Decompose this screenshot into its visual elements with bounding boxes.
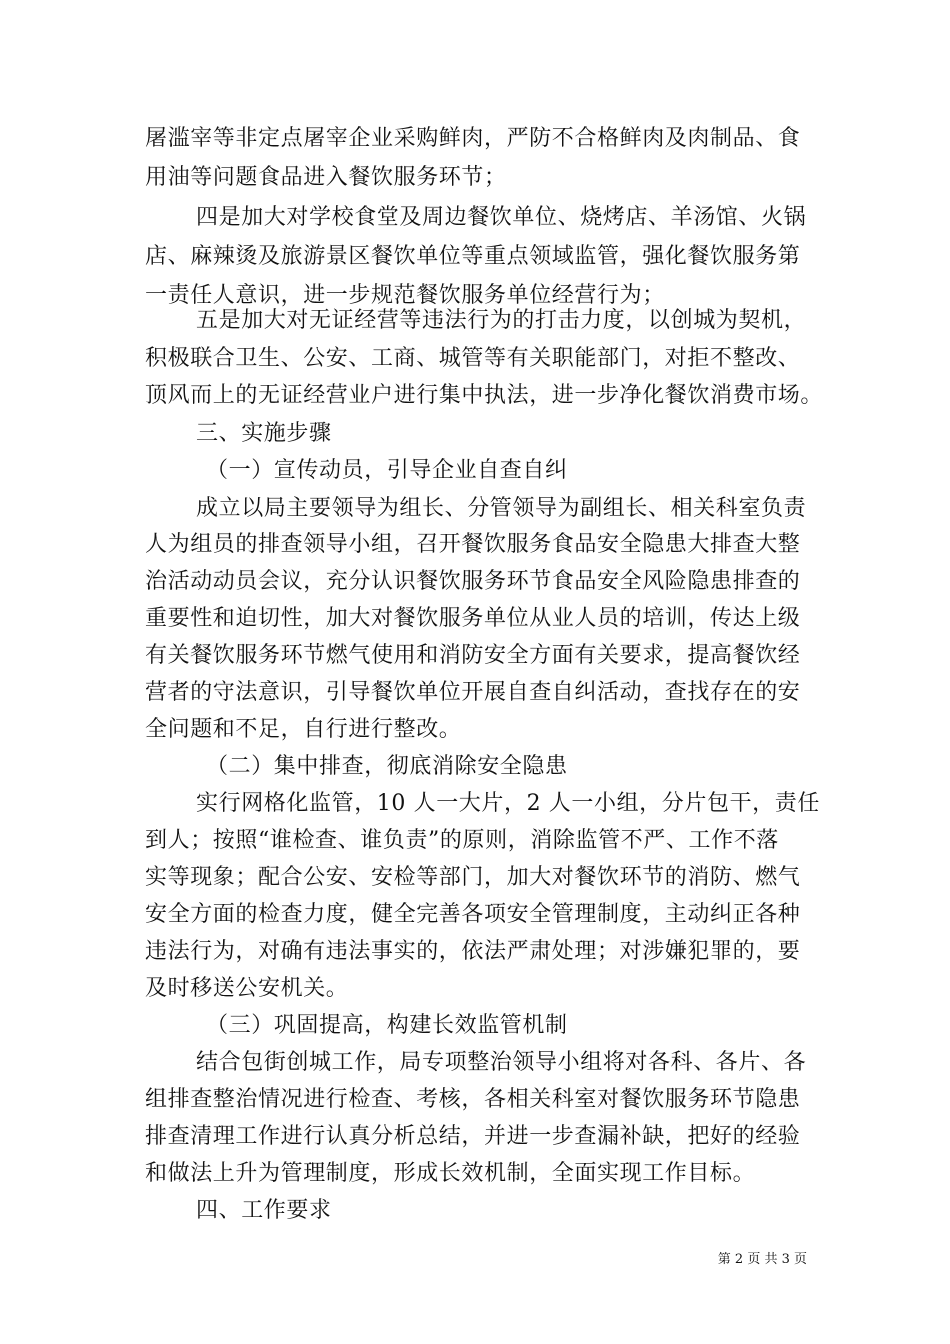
text-line: 和做法上升为管理制度，形成长效机制，全面实现工作目标。 — [145, 1161, 756, 1186]
text-line: 店、麻辣烫及旅游景区餐饮单位等重点领域监管，强化餐饮服务第 — [145, 244, 801, 269]
text-line: 实等现象；配合公安、安检等部门，加大对餐饮环节的消防、燃气 — [145, 865, 801, 890]
text-line: 人为组员的排查领导小组，召开餐饮服务食品安全隐患大排查大整 — [145, 532, 801, 557]
text-line: 全问题和不足，自行进行整改。 — [145, 717, 462, 742]
subsection-heading: （二）集中排查，彻底消除安全隐患 — [206, 754, 568, 779]
subsection-heading: （一）宣传动员，引导企业自查自纠 — [206, 458, 568, 483]
text-line: 违法行为，对确有违法事实的，依法严肃处理；对涉嫌犯罪的，要 — [145, 939, 801, 964]
subsection-heading: （三）巩固提高，构建长效监管机制 — [206, 1013, 568, 1038]
paragraph-line: 五是加大对无证经营等违法行为的打击力度，以创城为契机， — [196, 308, 807, 333]
section-heading: 四、工作要求 — [196, 1198, 332, 1223]
text-line: 到人；按照“谁检查、谁负责”的原则，消除监管不严、工作不落 — [145, 828, 779, 853]
text-line: 用油等问题食品进入餐饮服务环节； — [145, 165, 507, 190]
text-line: 一责任人意识，进一步规范餐饮服务单位经营行为； — [145, 283, 665, 308]
text-line: 顶风而上的无证经营业户进行集中执法，进一步净化餐饮消费市场。 — [145, 383, 824, 408]
text-line: 营者的守法意识，引导餐饮单位开展自查自纠活动，查找存在的安 — [145, 680, 801, 705]
text-line: 屠滥宰等非定点屠宰企业采购鲜肉，严防不合格鲜肉及肉制品、食 — [145, 126, 801, 151]
text-line: 重要性和迫切性，加大对餐饮服务单位从业人员的培训，传达上级 — [145, 606, 801, 631]
text-line: 排查清理工作进行认真分析总结，并进一步查漏补缺，把好的经验 — [145, 1124, 801, 1149]
paragraph-line: 四是加大对学校食堂及周边餐饮单位、烧烤店、羊汤馆、火锅 — [196, 205, 807, 230]
text-line: 组排查整治情况进行检查、考核，各相关科室对餐饮服务环节隐患 — [145, 1087, 801, 1112]
section-heading: 三、实施步骤 — [196, 421, 332, 446]
paragraph-line: 成立以局主要领导为组长、分管领导为副组长、相关科室负责 — [196, 496, 807, 521]
page-number: 第 2 页 共 3 页 — [717, 1252, 807, 1267]
paragraph-line: 结合包街创城工作，局专项整治领导小组将对各科、各片、各 — [196, 1050, 807, 1075]
text-line: 有关餐饮服务环节燃气使用和消防安全方面有关要求，提高餐饮经 — [145, 643, 801, 668]
text-line: 及时移送公安机关。 — [145, 976, 349, 1001]
text-line: 积极联合卫生、公安、工商、城管等有关职能部门，对拒不整改、 — [145, 346, 801, 371]
paragraph-line: 实行网格化监管，10 人一大片，2 人一小组，分片包干，责任 — [196, 791, 820, 816]
text-line: 治活动动员会议，充分认识餐饮服务环节食品安全风险隐患排查的 — [145, 569, 801, 594]
text-line: 安全方面的检查力度，健全完善各项安全管理制度，主动纠正各种 — [145, 902, 801, 927]
